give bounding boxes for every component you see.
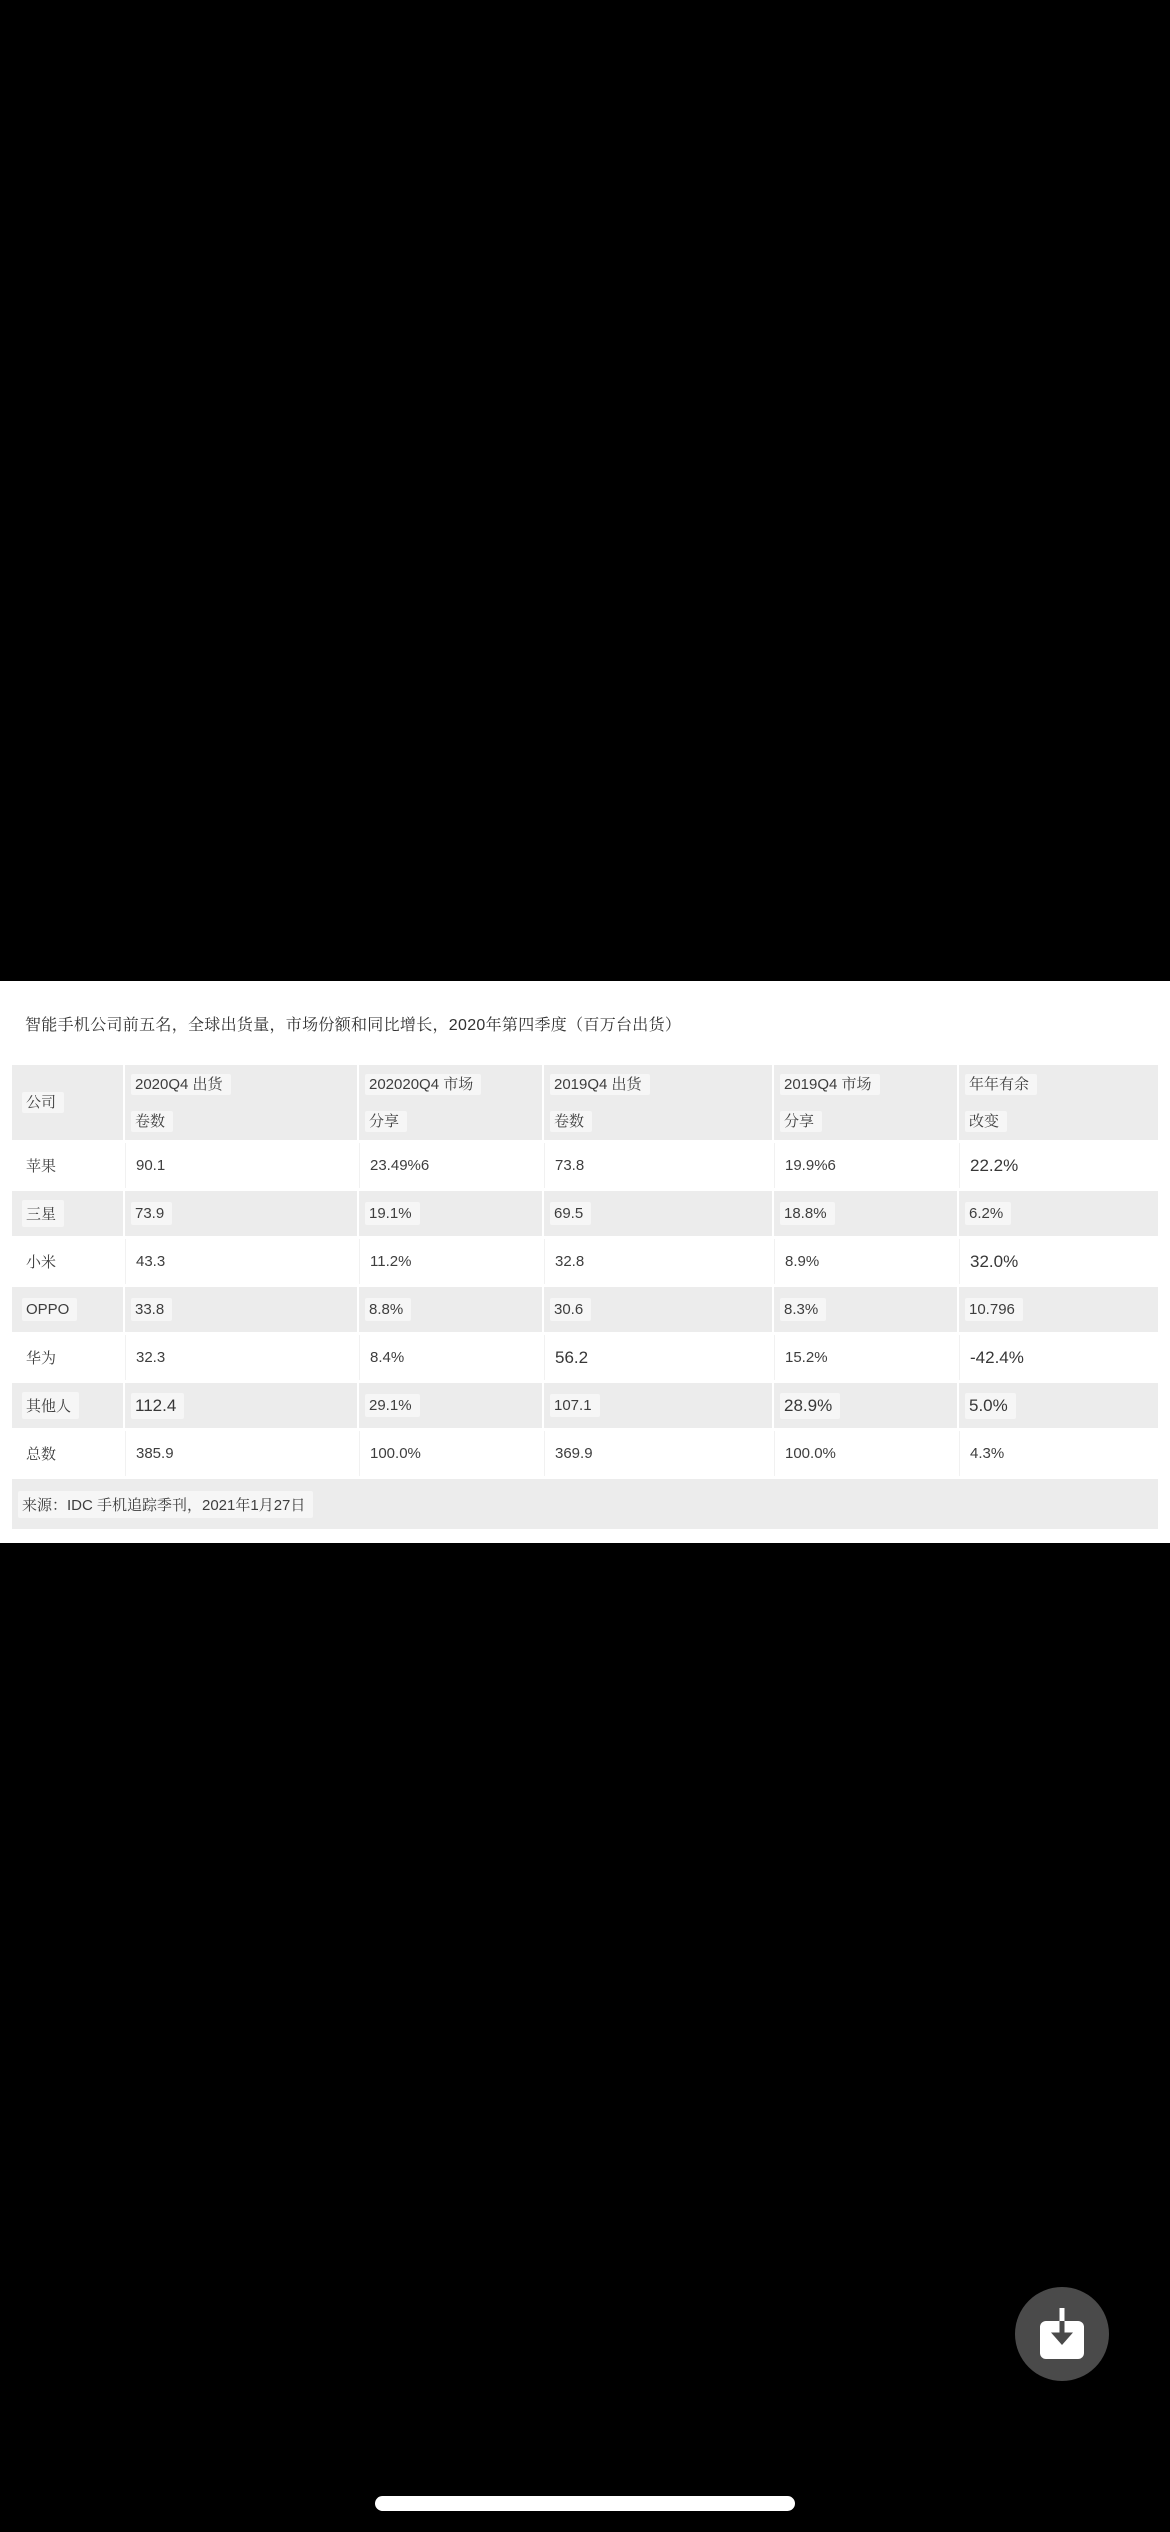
cell-value: 15.2% <box>785 1349 828 1366</box>
cell-value: -42.4% <box>970 1347 1024 1367</box>
cell-value: 28.9% <box>780 1393 840 1419</box>
company-name: 苹果 <box>26 1158 57 1175</box>
cell-share-2020q4 <box>359 1383 542 1428</box>
cell-company <box>12 1239 123 1284</box>
cell-share-2019q4 <box>774 1383 957 1428</box>
cell-value: 107.1 <box>550 1394 600 1417</box>
company-name: 总数 <box>26 1446 57 1463</box>
cell-vol-2019q4 <box>544 1335 772 1380</box>
cell-share-2019q4 <box>774 1431 957 1476</box>
cell-value: 73.8 <box>555 1157 585 1174</box>
cell-value: 8.3% <box>780 1298 826 1321</box>
cell-value: 112.4 <box>131 1393 184 1419</box>
cell-value: 32.3 <box>136 1349 166 1366</box>
table-body <box>12 1143 1158 1476</box>
header-sublabel: 分享 <box>365 1111 407 1132</box>
table-row <box>12 1335 1158 1380</box>
header-cell-vol-2019q4 <box>544 1065 772 1140</box>
cell-value: 8.9% <box>785 1253 820 1270</box>
header-sublabel: 分享 <box>780 1111 822 1132</box>
cell-share-2019q4 <box>774 1143 957 1188</box>
cell-value: 8.8% <box>365 1298 411 1321</box>
cell-share-2020q4 <box>359 1287 542 1332</box>
table-row <box>12 1383 1158 1428</box>
cell-share-2020q4 <box>359 1335 542 1380</box>
shipment-table <box>12 1065 1158 1529</box>
header-row <box>12 1065 1158 1140</box>
cell-value: 43.3 <box>136 1253 166 1270</box>
cell-share-2019q4 <box>774 1191 957 1236</box>
cell-value: 33.8 <box>131 1298 172 1321</box>
cell-yoy-change <box>959 1335 1158 1380</box>
cell-share-2020q4 <box>359 1431 542 1476</box>
table-row <box>12 1239 1158 1284</box>
source-note: 来源：IDC 手机追踪季刊，2021年1月27日 <box>18 1491 313 1518</box>
cell-value: 8.4% <box>370 1349 405 1366</box>
cell-vol-2019q4 <box>544 1191 772 1236</box>
table-image[interactable] <box>0 981 1170 1543</box>
cell-company <box>12 1143 123 1188</box>
cell-value: 90.1 <box>136 1157 166 1174</box>
cell-vol-2019q4 <box>544 1143 772 1188</box>
header-sublabel: 改变 <box>965 1111 1007 1132</box>
cell-value: 73.9 <box>131 1202 172 1225</box>
source-row <box>12 1479 1158 1529</box>
header-cell-share-2020q4 <box>359 1065 542 1140</box>
cell-value: 56.2 <box>555 1347 589 1367</box>
cell-vol-2020q4 <box>125 1191 357 1236</box>
cell-value: 22.2% <box>970 1155 1019 1175</box>
cell-value: 19.9%6 <box>785 1157 836 1174</box>
cell-yoy-change <box>959 1239 1158 1284</box>
cell-value: 32.0% <box>970 1251 1019 1271</box>
cell-value: 100.0% <box>370 1445 421 1462</box>
header-label: 2020Q4 出货 <box>131 1074 231 1095</box>
download-button[interactable] <box>1015 2287 1109 2381</box>
cell-value: 32.8 <box>555 1253 585 1270</box>
cell-share-2020q4 <box>359 1191 542 1236</box>
cell-vol-2019q4 <box>544 1239 772 1284</box>
home-indicator[interactable] <box>375 2496 795 2511</box>
cell-share-2020q4 <box>359 1239 542 1284</box>
cell-yoy-change <box>959 1143 1158 1188</box>
company-name: 其他人 <box>22 1392 79 1419</box>
cell-vol-2019q4 <box>544 1431 772 1476</box>
cell-value: 369.9 <box>555 1445 593 1462</box>
cell-vol-2020q4 <box>125 1383 357 1428</box>
cell-value: 30.6 <box>550 1298 591 1321</box>
cell-value: 29.1% <box>365 1394 420 1417</box>
header-cell-company <box>12 1065 123 1140</box>
download-icon <box>1039 2308 1085 2360</box>
table-row <box>12 1143 1158 1188</box>
cell-yoy-change <box>959 1383 1158 1428</box>
table-row <box>12 1287 1158 1332</box>
header-sublabel: 卷数 <box>550 1111 592 1132</box>
header-label: 2019Q4 市场 <box>780 1074 880 1095</box>
table-title: 智能手机公司前五名，全球出货量，市场份额和同比增长，2020年第四季度（百万台出货） <box>25 1016 682 1034</box>
cell-company <box>12 1335 123 1380</box>
cell-yoy-change <box>959 1431 1158 1476</box>
company-name: 小米 <box>26 1254 57 1271</box>
cell-value: 11.2% <box>370 1253 412 1270</box>
cell-value: 385.9 <box>136 1445 174 1462</box>
header-cell-share-2019q4 <box>774 1065 957 1140</box>
company-name: 华为 <box>26 1350 57 1367</box>
cell-value: 6.2% <box>965 1202 1011 1225</box>
table-row <box>12 1191 1158 1236</box>
cell-value: 18.8% <box>780 1202 835 1225</box>
cell-value: 23.49%6 <box>370 1157 430 1174</box>
table-title-row <box>0 981 1170 1065</box>
cell-vol-2020q4 <box>125 1143 357 1188</box>
table-row <box>12 1431 1158 1476</box>
cell-vol-2020q4 <box>125 1287 357 1332</box>
cell-vol-2019q4 <box>544 1383 772 1428</box>
cell-company <box>12 1383 123 1428</box>
cell-vol-2020q4 <box>125 1431 357 1476</box>
cell-value: 10.796 <box>965 1298 1023 1321</box>
cell-value: 4.3% <box>970 1445 1005 1462</box>
header-sublabel: 卷数 <box>131 1111 173 1132</box>
header-label: 年年有余 <box>965 1074 1037 1095</box>
cell-company <box>12 1191 123 1236</box>
cell-value: 5.0% <box>965 1393 1016 1419</box>
header-label: 2019Q4 出货 <box>550 1074 650 1095</box>
cell-share-2019q4 <box>774 1335 957 1380</box>
cell-share-2019q4 <box>774 1239 957 1284</box>
cell-vol-2019q4 <box>544 1287 772 1332</box>
company-name: OPPO <box>22 1298 77 1321</box>
cell-yoy-change <box>959 1287 1158 1332</box>
cell-vol-2020q4 <box>125 1239 357 1284</box>
cell-value: 19.1% <box>365 1202 420 1225</box>
header-label: 公司 <box>22 1092 64 1113</box>
cell-value: 100.0% <box>785 1445 836 1462</box>
cell-value: 69.5 <box>550 1202 591 1225</box>
header-cell-vol-2020q4 <box>125 1065 357 1140</box>
cell-share-2019q4 <box>774 1287 957 1332</box>
cell-company <box>12 1431 123 1476</box>
header-cell-yoy-change <box>959 1065 1158 1140</box>
cell-company <box>12 1287 123 1332</box>
cell-share-2020q4 <box>359 1143 542 1188</box>
cell-vol-2020q4 <box>125 1335 357 1380</box>
company-name: 三星 <box>22 1200 64 1227</box>
cell-yoy-change <box>959 1191 1158 1236</box>
header-label: 202020Q4 市场 <box>365 1074 481 1095</box>
